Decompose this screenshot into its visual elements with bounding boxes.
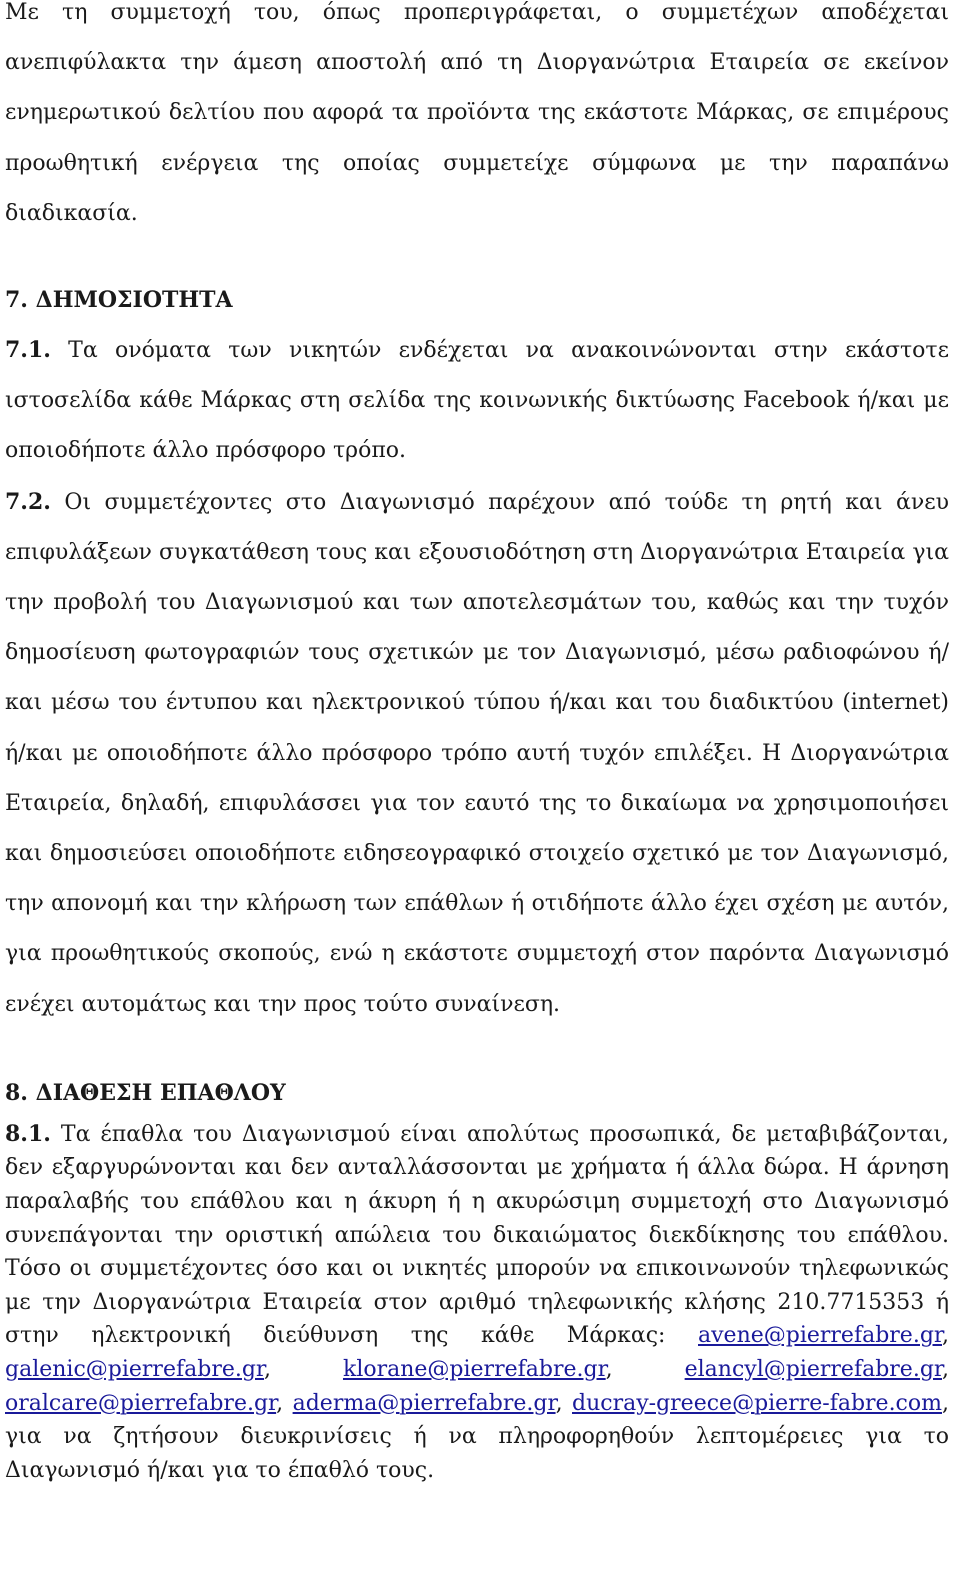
- email-separator: ,: [276, 1390, 293, 1416]
- email-separator: ,: [942, 1323, 949, 1349]
- email-link-aderma[interactable]: aderma@pierrefabre.gr: [292, 1390, 556, 1416]
- paragraph-8-1-number: 8.1.: [5, 1120, 51, 1147]
- email-separator: ,: [605, 1357, 685, 1383]
- section-7-heading: 7. ΔΗΜΟΣΙΟΤΗΤΑ: [5, 287, 233, 314]
- paragraph-7-2-text: Οι συμμετέχοντες στο Διαγωνισμό παρέχουν από τούδε τη ρητή και άνευ επιφυλάξεων συγκατάθεση τους και εξουσιοδότηση στη Διοργανώτρια Εταιρεία για την προβολή του Διαγωνισμού και των αποτελεσμάτων του, καθώς και την τυχόν δημοσίευση φωτογραφιών τους σχετικών με τον Διαγωνισμό, μέσω ραδιοφώνου ή/και μέσω του έντυπου και ηλεκτρονικού τύπου ή/και και του διαδικτύου (internet) ή/και με οποιοδήποτε άλλο πρόσφορο τρόπο αυτή τυχόν επιλέξει. Η Διοργανώτρια Εταιρεία, δηλαδή, επιφυλάσσει για τον εαυτό της το δικαίωμα να χρησιμοποιήσει και δημοσιεύσει οποιοδήποτε ειδησεογραφικό στοιχείο σχετικό με τον Διαγωνισμό, την απονομή και την κλήρωση των επάθλων ή οτιδήποτε άλλο έχει σχέση με αυτόν, για προωθητικούς σκοπούς, ενώ η εκάστοτε συμμετοχή στον παρόντα Διαγωνισμό ενέχει αυτομάτως και την προς τούτο συναίνεση.: [5, 489, 949, 1017]
- intro-text: Με τη συμμετοχή του, όπως προπεριγράφεται, ο συμμετέχων αποδέχεται ανεπιφύλακτα την άμεση αποστολή από τη Διοργανώτρια Εταιρεία σε εκείνον ενημερωτικού δελτίου που αφορά τα προϊόντα της εκάστοτε Μάρκας, σε επιμέρους προωθητική ενέργεια της οποίας συμμετείχε σύμφωνα με την παραπάνω διαδικασία.: [5, 0, 949, 226]
- paragraph-8-1: [5, 1118, 949, 1488]
- paragraph-8-1-tail: , για να ζητήσουν διευκρινίσεις ή να πληροφορηθούν λεπτομέρειες για το Διαγωνισμό ή/και για το έπαθλό τους.: [5, 1390, 949, 1483]
- email-separator: ,: [264, 1357, 343, 1383]
- paragraph-7-1-text: Τα ονόματα των νικητών ενδέχεται να ανακοινώνονται στην εκάστοτε ιστοσελίδα κάθε Μάρκας στη σελίδα της κοινωνικής δικτύωσης Facebook ή/και με οποιοδήποτε άλλο πρόσφορο τρόπο.: [5, 338, 949, 464]
- paragraph-8-1-text: Τα έπαθλα του Διαγωνισμού είναι απολύτως προσωπικά, δε μεταβιβάζονται, δεν εξαργυρώνονται και δεν ανταλλάσσονται με χρήματα ή άλλα δώρα. Η άρνηση παραλαβής του επάθλου και η άκυρη ή η ακυρώσιμη συμμετοχή στο Διαγωνισμό συνεπάγονται την οριστική απώλεια του δικαιώματος διεκδίκησης του επάθλου. Τόσο οι συμμετέχοντες όσο και οι νικητές μπορούν να επικοινωνούν τηλεφωνικώς με την Διοργανώτρια Εταιρεία στον αριθμό τηλεφωνικής κλήσης 210.7715353 ή στην ηλεκτρονική διεύθυνση της κάθε Μάρκας:: [5, 1121, 949, 1349]
- section-8-heading: 8. ΔΙΑΘΕΣΗ ΕΠΑΘΛΟΥ: [5, 1079, 286, 1106]
- paragraph-7-1: [5, 325, 949, 477]
- email-link-ducray[interactable]: ducray-greece@pierre-fabre.com: [572, 1390, 942, 1416]
- email-separator: ,: [942, 1357, 949, 1383]
- paragraph-7-2: [5, 477, 949, 1030]
- email-link-galenic[interactable]: galenic@pierrefabre.gr: [5, 1357, 265, 1383]
- paragraph-7-1-number: 7.1.: [5, 337, 51, 364]
- email-link-elancyl[interactable]: elancyl@pierrefabre.gr: [684, 1357, 942, 1383]
- email-link-avene[interactable]: avene@pierrefabre.gr: [698, 1323, 942, 1349]
- intro-paragraph: [5, 0, 949, 239]
- paragraph-7-2-number: 7.2.: [5, 488, 51, 515]
- email-separator: ,: [555, 1390, 573, 1416]
- email-link-oralcare[interactable]: oralcare@pierrefabre.gr: [5, 1390, 277, 1416]
- email-link-klorane[interactable]: klorane@pierrefabre.gr: [342, 1357, 606, 1383]
